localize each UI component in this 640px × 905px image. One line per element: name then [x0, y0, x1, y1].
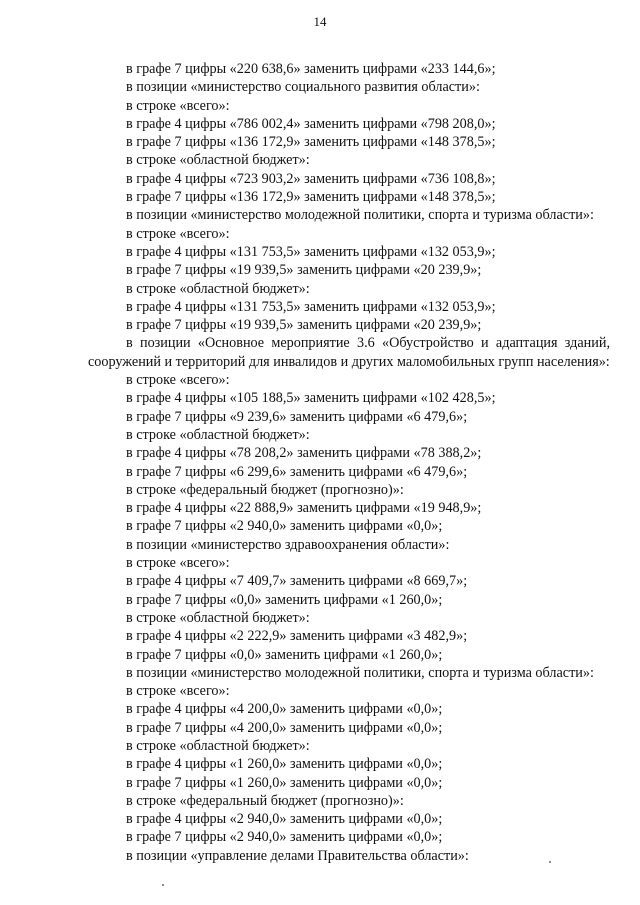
text-line: в строке «областной бюджет»: — [126, 280, 310, 297]
text-line: в графе 4 цифры «105 188,5» заменить цифрами «102 428,5»; — [126, 390, 496, 407]
scan-speck — [549, 861, 551, 863]
document-body — [88, 60, 610, 865]
scan-speck — [162, 884, 164, 886]
text-line: в строке «всего»: — [126, 555, 230, 572]
text-line: в графе 7 цифры «1 260,0» заменить цифрами «0,0»; — [126, 774, 443, 791]
text-line: в графе 7 цифры «9 239,6» заменить цифрами «6 479,6»; — [126, 408, 468, 425]
text-line: в графе 4 цифры «1 260,0» заменить цифрами «0,0»; — [126, 756, 443, 773]
text-line: в графе 7 цифры «136 172,9» заменить цифрами «148 378,5»; — [126, 189, 496, 206]
text-line: в строке «федеральный бюджет (прогнозно)»: — [126, 481, 404, 498]
text-line: в графе 7 цифры «19 939,5» заменить цифрами «20 239,9»; — [126, 262, 482, 279]
text-line: в позиции «министерство социального развития области»: — [126, 79, 480, 96]
text-line: в графе 4 цифры «7 409,7» заменить цифрами «8 669,7»; — [126, 573, 468, 590]
text-line: в графе 7 цифры «19 939,5» заменить цифрами «20 239,9»; — [126, 317, 482, 334]
text-line: в позиции «министерство молодежной политики, спорта и туризма области»: — [126, 207, 594, 224]
text-line: в графе 7 цифры «136 172,9» заменить цифрами «148 378,5»; — [126, 134, 496, 151]
text-line: в строке «областной бюджет»: — [126, 426, 310, 443]
text-line: в графе 7 цифры «220 638,6» заменить цифрами «233 144,6»; — [126, 61, 496, 77]
text-line: в строке «областной бюджет»: — [126, 152, 310, 169]
text-line: в позиции «управление делами Правительства области»: — [126, 847, 469, 864]
text-line: в строке «всего»: — [126, 372, 230, 389]
text-line: в графе 7 цифры «4 200,0» заменить цифрами «0,0»; — [126, 719, 443, 736]
text-paragraph: в позиции «Основное мероприятие 3.6 «Обустройство и адаптация зданий, сооружений и территорий для инвалидов и других маломобильных групп населения»: — [88, 335, 610, 370]
text-line: в строке «всего»: — [126, 225, 230, 242]
text-line: в графе 4 цифры «131 753,5» заменить цифрами «132 053,9»; — [126, 243, 496, 260]
text-line: в графе 4 цифры «22 888,9» заменить цифрами «19 948,9»; — [126, 500, 482, 517]
text-line: в графе 7 цифры «2 940,0» заменить цифрами «0,0»; — [126, 829, 443, 846]
text-line: в графе 7 цифры «0,0» заменить цифрами «1 260,0»; — [126, 591, 443, 608]
text-line: в строке «областной бюджет»: — [126, 609, 310, 626]
text-line: в строке «всего»: — [126, 683, 230, 700]
text-line: в графе 4 цифры «2 940,0» заменить цифрами «0,0»; — [126, 811, 443, 828]
text-line: в графе 4 цифры «78 208,2» заменить цифрами «78 388,2»; — [126, 445, 482, 462]
text-line: в графе 4 цифры «131 753,5» заменить цифрами «132 053,9»; — [126, 298, 496, 315]
page-number: 14 — [313, 14, 327, 29]
text-line: в графе 4 цифры «4 200,0» заменить цифрами «0,0»; — [126, 701, 443, 718]
text-line: в строке «всего»: — [126, 97, 230, 114]
text-line: в графе 4 цифры «786 002,4» заменить цифрами «798 208,0»; — [126, 115, 496, 132]
text-line: в графе 7 цифры «6 299,6» заменить цифрами «6 479,6»; — [126, 463, 468, 480]
text-line: в позиции «министерство здравоохранения области»: — [126, 536, 450, 553]
text-line: в строке «федеральный бюджет (прогнозно)»: — [126, 792, 404, 809]
text-line: в графе 4 цифры «2 222,9» заменить цифрами «3 482,9»; — [126, 628, 468, 645]
text-line: в графе 4 цифры «723 903,2» заменить цифрами «736 108,8»; — [126, 170, 496, 187]
text-line: в позиции «министерство молодежной политики, спорта и туризма области»: — [126, 664, 594, 681]
text-line: в графе 7 цифры «0,0» заменить цифрами «1 260,0»; — [126, 646, 443, 663]
text-line: в графе 7 цифры «2 940,0» заменить цифрами «0,0»; — [126, 518, 443, 535]
text-line: в строке «областной бюджет»: — [126, 737, 310, 754]
